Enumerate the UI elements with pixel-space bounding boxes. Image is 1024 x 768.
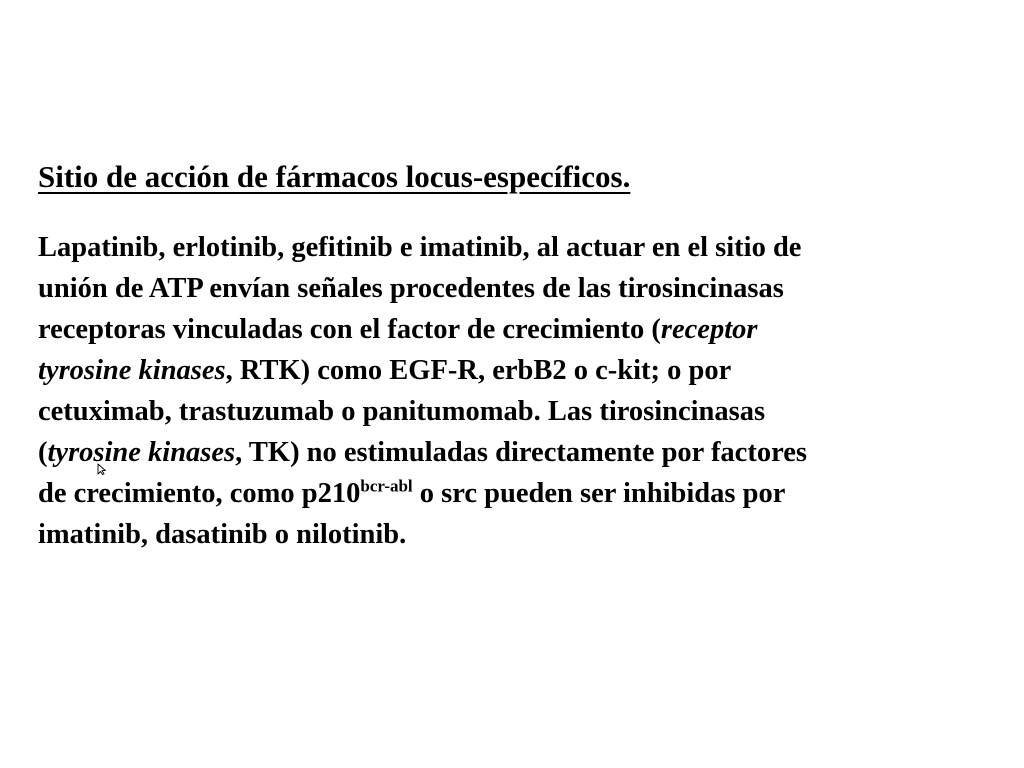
body-text-segment: (	[38, 437, 48, 468]
mouse-pointer-icon	[97, 463, 107, 475]
body-text-italic: tyrosine kinases	[38, 355, 226, 386]
body-text-segment: , TK) no estimuladas directamente por factores	[235, 437, 807, 468]
body-text-segment: o src pueden ser inhibidas por	[412, 478, 786, 509]
body-line-6	[38, 432, 807, 473]
body-text-superscript: bcr-abl	[360, 476, 413, 496]
slide-title: Sitio de acción de fármacos locus-específicos.	[38, 159, 631, 194]
body-line-5	[38, 391, 807, 432]
body-text-italic: tyrosine kinases	[47, 437, 236, 468]
body-line-7	[38, 473, 807, 514]
body-text-segment: cetuximab, trastuzumab o panitumomab. Las tirosincinasas	[38, 396, 766, 427]
body-line-3	[38, 309, 807, 350]
body-line-1	[38, 227, 807, 268]
body-text-segment: Lapatinib, erlotinib, gefitinib e imatinib, al actuar en el sitio de	[38, 232, 802, 263]
slide-body-paragraph	[38, 227, 807, 555]
body-line-8	[38, 514, 807, 555]
body-text-segment: unión de ATP envían señales procedentes de las tirosincinasas	[38, 273, 784, 304]
body-text-segment: de crecimiento, como p210	[38, 478, 361, 509]
body-text-segment: receptoras vinculadas con el factor de crecimiento (	[38, 314, 661, 345]
body-text-segment: , RTK) como EGF-R, erbB2 o c-kit; o por	[225, 355, 732, 386]
body-line-2	[38, 268, 807, 309]
body-text-italic: receptor	[660, 314, 758, 345]
body-line-4	[38, 350, 807, 391]
body-text-segment: imatinib, dasatinib o nilotinib.	[38, 519, 407, 550]
